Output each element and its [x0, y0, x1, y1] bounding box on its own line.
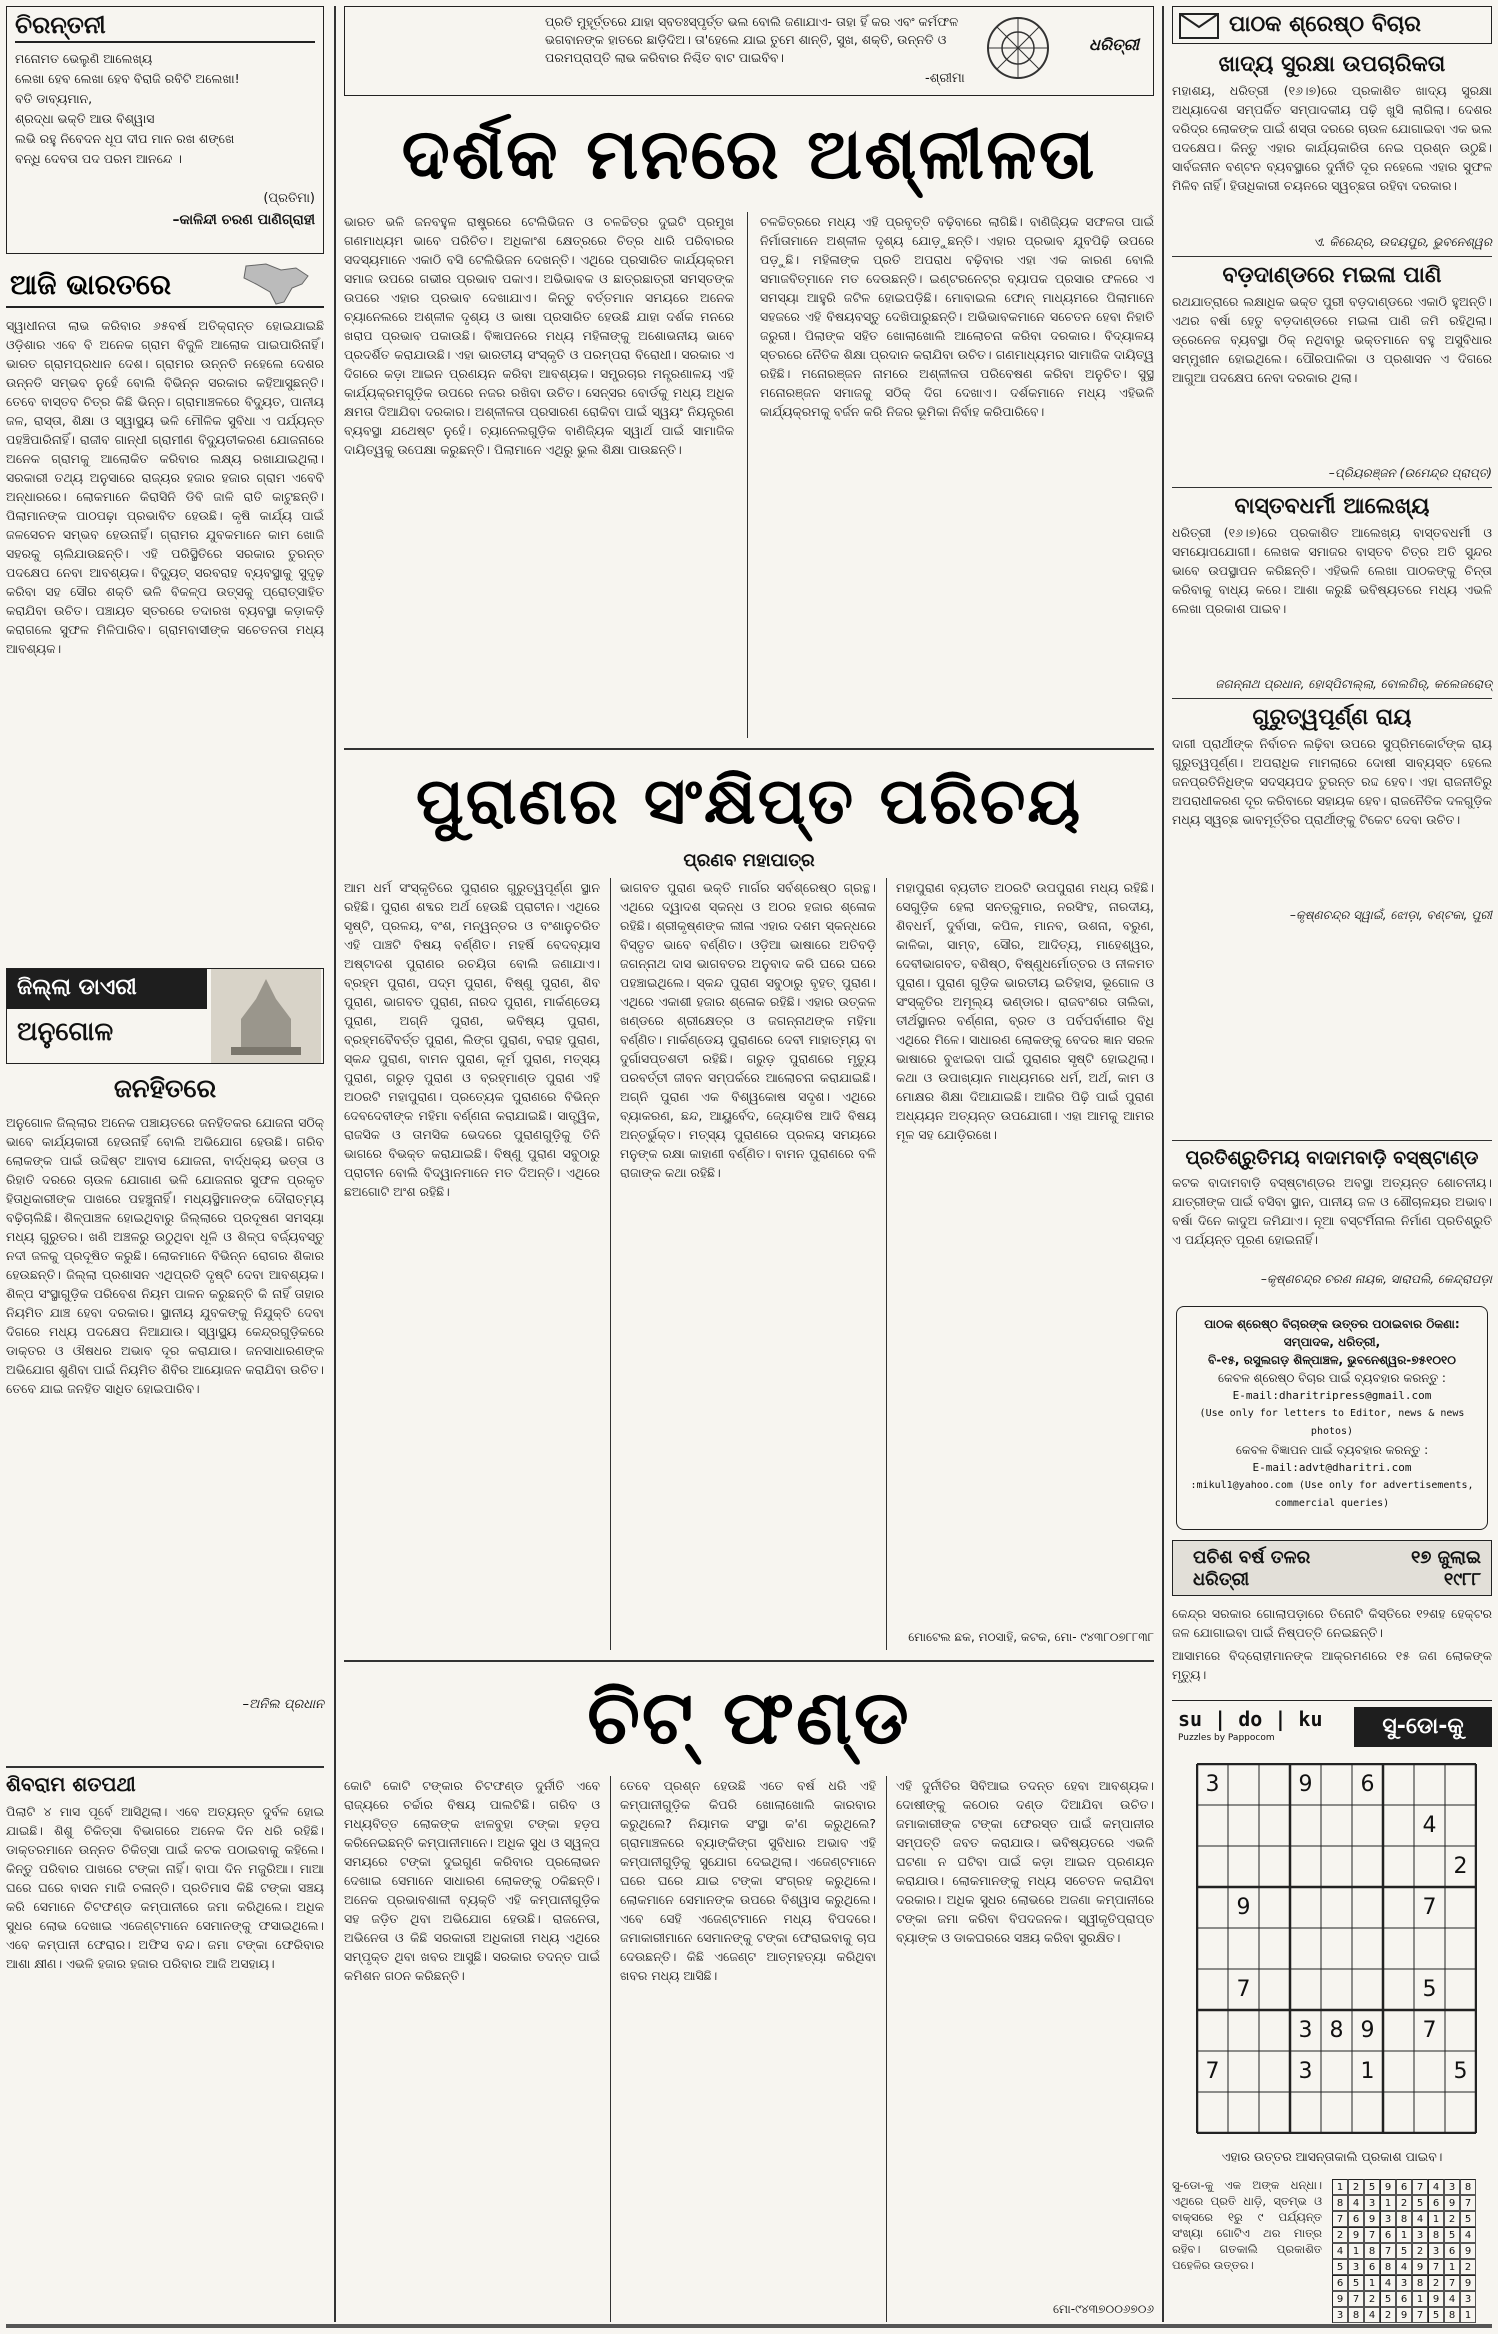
sudoku-mini-cell: 3: [1364, 2195, 1380, 2211]
chitfund-sig: ମୋ-୯୪୩୭୦୦୬୭୦୬: [1053, 2302, 1154, 2316]
sudoku-cell[interactable]: [1414, 2092, 1445, 2133]
sudoku-cell[interactable]: [1445, 2092, 1476, 2133]
address-email2: E-mail:advt@dharitri.com: [1252, 1461, 1412, 1474]
sudoku-cell[interactable]: 3: [1298, 2018, 1313, 2043]
shibaram-section: [6, 1772, 324, 2322]
jilla-diary-section: [6, 968, 324, 1758]
chirantani-source: (ପ୍ରତିମା): [263, 191, 315, 206]
sudoku-cell[interactable]: [1383, 1846, 1414, 1887]
sudoku-mini-grid: [1332, 2179, 1482, 2327]
sudoku-mini-cell: 7: [1412, 2179, 1428, 2195]
editorial-col-2: ଚଳଚ୍ଚିତ୍ରରେ ମଧ୍ୟ ଏହି ପ୍ରବୃତ୍ତି ବଢ଼ିବାରେ ଲାଗିଛି। ବାଣିଜ୍ୟିକ ସଫଳତା ପାଇଁ ନିର୍ମାତାମାନେ ଅଶ୍ଳୀଳ ଦୃଶ୍ୟ ଯୋଡ଼ୁଛନ୍ତି। ଏହାର ପ୍ରଭାବ ଯୁବପିଢ଼ି ଉପରେ ପଡ଼ୁଛି। ମହିଳାଙ୍କ ପ୍ରତି ଅପରାଧ ବଢ଼ିବାର ଏହା ଏକ କାରଣ ବୋଲି ସମାଜବିତ୍‌ମାନେ ମତ ଦେଉଛନ୍ତି। ଇଣ୍ଟରନେଟ୍‌ର ବ୍ୟାପକ ପ୍ରସାର ଫଳରେ ଏ ସମସ୍ୟା ଆହୁରି ଜଟିଳ ହୋଇପଡ଼ିଛି। ମୋବାଇଲ ଫୋନ୍ ମାଧ୍ୟମରେ ପିଲାମାନେ ସହଜରେ ଏହି ବିଷୟବସ୍ତୁ ଦେଖିପାରୁଛନ୍ତି। ଅଭିଭାବକମାନେ ସଚେତନ ହେବା ନିହାତି ଜରୁରୀ। ପିଲାଙ୍କ ସହିତ ଖୋଲାଖୋଲି ଆଲୋଚନା କରିବା ଦରକାର। ବିଦ୍ୟାଳୟ ସ୍ତରରେ ନୈତିକ ଶିକ୍ଷା ପ୍ରଦାନ କରାଯିବା ଉଚିତ। ଗଣମାଧ୍ୟମର ସାମାଜିକ ଦାୟିତ୍ୱ ରହିଛି। ମନୋରଞ୍ଜନ ନାମରେ ଅଶ୍ଳୀଳତା ପରିବେଷଣ କରିବା ଅନୁଚିତ। ସୁସ୍ଥ ମନୋରଞ୍ଜନ ସମାଜକୁ ସଠିକ୍ ଦିଗ ଦେଖାଏ। ଦର୍ଶକମାନେ ମଧ୍ୟ ଏହିଭଳି କାର୍ଯ୍ୟକ୍ରମକୁ ବର୍ଜନ କରି ନିଜର ଭୂମିକା ନିର୍ବାହ କରିପାରିବେ।: [760, 214, 1154, 419]
chirantani-line: ଶ୍ରଦ୍ଧା ଭକ୍ତି ଆଉ ବିଶ୍ୱାସ: [15, 111, 155, 126]
india-map-icon: [226, 262, 316, 306]
sudoku-mini-cell: 2: [1428, 2275, 1444, 2291]
sudoku-mini-cell: 3: [1396, 2275, 1412, 2291]
sudoku-cell[interactable]: [1383, 1764, 1414, 1805]
sudoku-cell[interactable]: [1445, 1764, 1476, 1805]
sudoku-answer-note: ଏହାର ଉତ୍ତର ଆସନ୍ତାକାଲି ପ୍ରକାଶ ପାଇବ।: [1221, 2149, 1443, 2164]
sudoku-mini-cell: 1: [1364, 2275, 1380, 2291]
sudoku-cell[interactable]: 3: [1205, 1772, 1220, 1797]
sudoku-cell[interactable]: [1228, 2092, 1259, 2133]
sudoku-cell[interactable]: [1352, 1887, 1383, 1928]
aj-bharat-section: [6, 262, 324, 950]
sudoku-cell[interactable]: 7: [1422, 1895, 1437, 1920]
chitfund-col-1: କୋଟି କୋଟି ଟଙ୍କାର ଚିଟଫଣ୍ଡ ଦୁର୍ନୀତି ଏବେ ରାଜ୍ୟରେ ଚର୍ଚ୍ଚାର ବିଷୟ ପାଲଟିଛି। ଗରିବ ଓ ମଧ୍ୟବିତ୍ତ ଲୋକଙ୍କ ଝାଳବୁହା ଟଙ୍କା ହଡ଼ପ କରିନେଇଛନ୍ତି କମ୍ପାନୀମାନେ। ଅଧିକ ସୁଧ ଓ ସ୍ୱଳ୍ପ ସମୟରେ ଟଙ୍କା ଦୁଇଗୁଣ କରିବାର ପ୍ରଲୋଭନ ଦେଖାଇ ସେମାନେ ସାଧାରଣ ଲୋକଙ୍କୁ ଠକିଛନ୍ତି। ଅନେକ ପ୍ରଭାବଶାଳୀ ବ୍ୟକ୍ତି ଏହି କମ୍ପାନୀଗୁଡ଼ିକ ସହ ଜଡ଼ିତ ଥିବା ଅଭିଯୋଗ ହେଉଛି। ରାଜନେତା, ଅଭିନେତା ଓ କିଛି ସରକାରୀ ଅଧିକାରୀ ମଧ୍ୟ ଏଥିରେ ସମ୍ପୃକ୍ତ ଥିବା ଖବର ଆସୁଛି। ସରକାର ତଦନ୍ତ ପାଇଁ କମିଶନ ଗଠନ କରିଛନ୍ତି।: [344, 1778, 600, 1983]
sudoku-mini-cell: 7: [1412, 2307, 1428, 2323]
sudoku-mini-cell: 9: [1348, 2227, 1364, 2243]
s5-author: –କୃଷ୍ଣଚନ୍ଦ୍ର ଚରଣ ନାୟକ, ସାରାପଲି, କେନ୍ଦ୍ରାପଡ଼ା: [1260, 1272, 1492, 1286]
sudoku-cell[interactable]: [1228, 1846, 1259, 1887]
s2-author: –ପ୍ରିୟରଞ୍ଜନ (ଉମେନ୍ଦ୍ର ପ୍ରାପ୍ତ): [1328, 466, 1492, 480]
sudoku-mini-cell: 8: [1396, 2211, 1412, 2227]
dharitri-logo-icon: [983, 13, 1053, 83]
sudoku-cell[interactable]: [1259, 1846, 1290, 1887]
purana-col-3: ମହାପୁରାଣ ବ୍ୟତୀତ ଅଠରଟି ଉପପୁରାଣ ମଧ୍ୟ ରହିଛି। ସେଗୁଡ଼ିକ ହେଲା ସନତ୍କୁମାର, ନରସିଂହ, ନାରଦୀୟ, ଶିବଧର୍ମ, ଦୁର୍ବାସା, କପିଳ, ମାନବ, ଉଶନା, ବରୁଣ, କାଳିକା, ସାମ୍ବ, ସୌର, ଆଦିତ୍ୟ, ମାହେଶ୍ୱର, ଦେବୀଭାଗବତ, ବଶିଷ୍ଠ, ବିଷ୍ଣୁଧର୍ମୋତ୍ତର ଓ ନୀଳମତ ପୁରାଣ। ପୁରାଣ ଗୁଡ଼ିକ ଭାରତୀୟ ଇତିହାସ, ଭୂଗୋଳ ଓ ସଂସ୍କୃତିର ଅମୂଲ୍ୟ ଭଣ୍ଡାର। ରାଜବଂଶର ତାଲିକା, ତୀର୍ଥସ୍ଥାନର ବର୍ଣ୍ଣନା, ବ୍ରତ ଓ ପର୍ବପର୍ବାଣୀର ବିଧି ଏଥିରେ ମିଳେ। ସାଧାରଣ ଲୋକଙ୍କୁ ବେଦର ଜ୍ଞାନ ସରଳ ଭାଷାରେ ବୁଝାଇବା ପାଇଁ ପୁରାଣର ସୃଷ୍ଟି ହୋଇଥିଲା। କଥା ଓ ଉପାଖ୍ୟାନ ମାଧ୍ୟମରେ ଧର୍ମ, ଅର୍ଥ, କାମ ଓ ମୋକ୍ଷର ଶିକ୍ଷା ଦିଆଯାଇଛି। ଆଜିର ପିଢ଼ି ପାଇଁ ପୁରାଣ ଅଧ୍ୟୟନ ଅତ୍ୟନ୍ତ ଉପଯୋଗୀ। ଏହା ଆମକୁ ଆମର ମୂଳ ସହ ଯୋଡ଼ିରଖେ।: [896, 880, 1154, 1142]
sudoku-mini-cell: 3: [1380, 2211, 1396, 2227]
sudoku-mini-cell: 6: [1444, 2243, 1460, 2259]
shibaram-body: ପିଲାଟି ୪ ମାସ ପୂର୍ବେ ଆସିଥିଲା। ଏବେ ଅତ୍ୟନ୍ତ ଦୁର୍ବଳ ହୋଇ ଯାଇଛି। ଶିଶୁ ଚିକିତ୍ସା ବିଭାଗରେ ଅନେକ ଦିନ ଧରି ରହିଛି। ଡାକ୍ତରମାନେ ଉନ୍ନତ ଚିକିତ୍ସା ପାଇଁ କଟକ ପଠାଇବାକୁ କହିଲେ। କିନ୍ତୁ ପରିବାର ପାଖରେ ଟଙ୍କା ନାହିଁ। ବାପା ଦିନ ମଜୁରିଆ। ମାଆ ଘରେ ଘରେ ବାସନ ମାଜି ଚଳାନ୍ତି। ପ୍ରତିମାସ କିଛି ଟଙ୍କା ସଞ୍ଚୟ କରି ସେମାନେ ଚିଟଫଣ୍ଡ କମ୍ପାନୀରେ ଜମା କରିଥିଲେ। ଅଧିକ ସୁଧର ଲୋଭ ଦେଖାଇ ଏଜେଣ୍ଟମାନେ ସେମାନଙ୍କୁ ଫସାଇଥିଲେ। ଏବେ କମ୍ପାନୀ ଫେରାର। ଅଫିସ ବନ୍ଦ। ଜମା ଟଙ୍କା ଫେରିବାର ଆଶା କ୍ଷୀଣ। ଏଭଳି ହଜାର ହଜାର ପରିବାର ଆଜି ଅସହାୟ।: [6, 1804, 324, 1971]
chitfund-col-2: ତେବେ ପ୍ରଶ୍ନ ହେଉଛି ଏତେ ବର୍ଷ ଧରି ଏହି କମ୍ପାନୀଗୁଡ଼ିକ କିପରି ଖୋଲାଖୋଲି କାରବାର କରୁଥିଲେ? ନିୟାମକ ସଂସ୍ଥା କ'ଣ କରୁଥିଲେ? ଗ୍ରାମାଞ୍ଚଳରେ ବ୍ୟାଙ୍କିଙ୍ଗ ସୁବିଧାର ଅଭାବ ଏହି କମ୍ପାନୀଗୁଡ଼ିକୁ ସୁଯୋଗ ଦେଇଥିଲା। ଏଜେଣ୍ଟମାନେ ଘରେ ଘରେ ଯାଇ ଟଙ୍କା ସଂଗ୍ରହ କରୁଥିଲେ। ଲୋକମାନେ ସେମାନଙ୍କ ଉପରେ ବିଶ୍ୱାସ କରୁଥିଲେ। ଏବେ ସେହି ଏଜେଣ୍ଟମାନେ ମଧ୍ୟ ବିପଦରେ। ଜମାକାରୀମାନେ ସେମାନଙ୍କୁ ଟଙ୍କା ଫେରାଇବାକୁ ଚାପ ଦେଉଛନ୍ତି। କିଛି ଏଜେଣ୍ଟ ଆତ୍ମହତ୍ୟା କରିଥିବା ଖବର ମଧ୍ୟ ଆସିଛି।: [620, 1778, 876, 1983]
sudoku-cell[interactable]: [1445, 1887, 1476, 1928]
sudoku-cell[interactable]: [1259, 1764, 1290, 1805]
sudoku-cell[interactable]: [1259, 1928, 1290, 1969]
sudoku-cell[interactable]: 4: [1422, 1813, 1437, 1838]
editorial-headline: ଦର୍ଶକ ମନରେ ଅଶ୍ଳୀଳତା: [401, 113, 1097, 195]
sudoku-cell[interactable]: 9: [1360, 2018, 1375, 2043]
past25-item: ଆସାମରେ ବିଦ୍ରୋହୀମାନଙ୍କ ଆକ୍ରମଣରେ ୧୫ ଜଣ ଲୋକଙ୍କ ମୃତ୍ୟୁ।: [1172, 1648, 1492, 1682]
sudoku-cell[interactable]: [1228, 2051, 1259, 2092]
sudoku-cell[interactable]: [1197, 1969, 1228, 2010]
jilla-diary-body: ଅନୁଗୋଳ ଜିଲ୍ଲାର ଅନେକ ପଞ୍ଚାୟତରେ ଜନହିତକର ଯୋଜନା ସଠିକ୍ ଭାବେ କାର୍ଯ୍ୟକାରୀ ହେଉନାହିଁ ବୋଲି ଅଭିଯୋଗ ହେଉଛି। ଗରିବ ଲୋକଙ୍କ ପାଇଁ ଉଦ୍ଦିଷ୍ଟ ଆବାସ ଯୋଜନା, ବାର୍ଦ୍ଧକ୍ୟ ଭତ୍ତା ଓ ରିହାତି ଦରରେ ଚାଉଳ ଯୋଗାଣ ଭଳି ଯୋଜନାର ସୁଫଳ ପ୍ରକୃତ ହିତାଧିକାରୀଙ୍କ ପାଖରେ ପହଞ୍ଚୁନାହିଁ। ମଧ୍ୟସ୍ଥିମାନଙ୍କ ଦୌରାତ୍ମ୍ୟ ବଢ଼ିଚାଲିଛି। ଶିଳ୍ପାଞ୍ଚଳ ହୋଇଥିବାରୁ ଜିଲ୍ଲାରେ ପ୍ରଦୂଷଣ ସମସ୍ୟା ମଧ୍ୟ ଗୁରୁତର। ଖଣି ଅଞ୍ଚଳରୁ ଉଠୁଥିବା ଧୂଳି ଓ ଶିଳ୍ପ ବର୍ଜ୍ୟବସ୍ତୁ ନଦୀ ଜଳକୁ ପ୍ରଦୂଷିତ କରୁଛି। ଲୋକମାନେ ବିଭିନ୍ନ ରୋଗର ଶିକାର ହେଉଛନ୍ତି। ଜିଲ୍ଲା ପ୍ରଶାସନ ଏଥିପ୍ରତି ଦୃଷ୍ଟି ଦେବା ଆବଶ୍ୟକ। ଶିଳ୍ପ ସଂସ୍ଥାଗୁଡ଼ିକ ପରିବେଶ ନିୟମ ପାଳନ କରୁଛନ୍ତି କି ନାହିଁ ତାହାର ନିୟମିତ ଯାଞ୍ଚ ହେବା ଦରକାର। ସ୍ଥାନୀୟ ଯୁବକଙ୍କୁ ନିଯୁକ୍ତି ଦେବା ଦିଗରେ ମଧ୍ୟ ପଦକ୍ଷେପ ନିଆଯାଉ। ସ୍ୱାସ୍ଥ୍ୟ କେନ୍ଦ୍ରଗୁଡ଼ିକରେ ଡାକ୍ତର ଓ ଔଷଧର ଅଭାବ ଦୂର କରାଯାଉ। ଜନସାଧାରଣଙ୍କ ଅଭିଯୋଗ ଶୁଣିବା ପାଇଁ ନିୟମିତ ଶିବିର ଆୟୋଜନ କରାଯିବା ଉଚିତ। ତେବେ ଯାଇ ଜନହିତ ସାଧିତ ହୋଇପାରିବ।: [6, 1115, 324, 1396]
sudoku-mini-cell: 2: [1364, 2291, 1380, 2307]
address-line3: ବି-୧୫, ରସୁଲଗଡ଼ ଶିଳ୍ପାଞ୍ଚଳ, ଭୁବନେଶ୍ୱର-୭୫୧୦୧୦: [1208, 1353, 1456, 1367]
sudoku-cell[interactable]: [1383, 2010, 1414, 2051]
sudoku-cell[interactable]: [1445, 1805, 1476, 1846]
sudoku-mini-cell: 8: [1412, 2275, 1428, 2291]
s5-title: ପ୍ରତିଶ୍ରୁତିମୟ ବାଦାମବାଡ଼ି ବସ୍‌ଷ୍ଟାଣ୍ଡ: [1185, 1147, 1479, 1169]
sudoku-cell[interactable]: [1197, 1846, 1228, 1887]
sudoku-cell[interactable]: [1290, 2092, 1321, 2133]
chirantani-box: [6, 6, 324, 254]
sudoku-cell[interactable]: [1352, 1928, 1383, 1969]
reader-views-content: [1172, 52, 1492, 1132]
sudoku-mini-cell: 1: [1396, 2227, 1412, 2243]
sudoku-mini-cell: 8: [1364, 2243, 1380, 2259]
sudoku-cell[interactable]: [1259, 2092, 1290, 2133]
sudoku-cell[interactable]: [1321, 2051, 1352, 2092]
sudoku-mini-cell: 3: [1460, 2291, 1476, 2307]
quote-text: ପ୍ରତି ମୁହୂର୍ତ୍ତରେ ଯାହା ସ୍ବତଃସ୍ପୃର୍ତ୍ତ ଭଲ ବୋଲି ଜଣାଯାଏ- ତାହା ହିଁ କର ଏବଂ କର୍ମଫଳ ଭଗବାନଙ୍କ ହାତରେ ଛାଡ଼ିଦିଅ। ତା'ହେଲେ ଯାଇ ତୁମେ ଶାନ୍ତି, ସୁଖ, ଶକ୍ତି, ଉନ୍ନତି ଓ ପରମପ୍ରାପ୍ତି ଲାଭ କରିବାର ନିଶ୍ଚିତ ବାଟ ପାଇବିବ।: [545, 14, 959, 65]
shibaram-title: ଶିବରାମ ଶତପଥୀ: [6, 1772, 136, 1796]
sudoku-mini-cell: 8: [1460, 2179, 1476, 2195]
sudoku-mini-cell: 4: [1444, 2291, 1460, 2307]
sudoku-cell[interactable]: [1290, 1846, 1321, 1887]
sudoku-mini-cell: 6: [1396, 2291, 1412, 2307]
sudoku-mini-cell: 6: [1428, 2195, 1444, 2211]
chirantani-line: ମନୋମତ ଭେଲୁଣି ଆଲେଖ୍ୟ: [15, 51, 153, 66]
sudoku-mini-cell: 7: [1332, 2211, 1348, 2227]
reader-views-title: ପାଠକ ଶ୍ରେଷ୍ଠ ବିଚାର: [1229, 12, 1421, 37]
sudoku-cell[interactable]: [1290, 1805, 1321, 1846]
sudoku-cell[interactable]: [1197, 1805, 1228, 1846]
sudoku-mini-cell: 4: [1460, 2227, 1476, 2243]
sudoku-mini-cell: 4: [1364, 2307, 1380, 2323]
s1-author: ଏ. କିରେନ୍ଦ୍ର, ଉଦୟପୁର, ଭୁବନେଶ୍ୱର: [1313, 235, 1492, 249]
address-email1-note: (Use only for letters to Editor, news & news photos): [1199, 1408, 1465, 1437]
s4-author: –କୃଷ୍ଣଚନ୍ଦ୍ର ସ୍ୱାଇଁ, ଝୋଡ଼ା, ବଣ୍ଟକା, ପୁରୀ: [1289, 908, 1492, 922]
chirantani-author: –କାଳିନ୍ଦୀ ଚରଣ ପାଣିଗ୍ରାହୀ: [172, 212, 315, 228]
sudoku-mini-cell: 4: [1412, 2211, 1428, 2227]
past25-date: ୧୭ ଜୁଲାଇ ୧୯୮୮: [1410, 1547, 1481, 1590]
sudoku-mini-cell: 5: [1348, 2275, 1364, 2291]
sudoku-cell[interactable]: [1259, 1805, 1290, 1846]
sudoku-cell[interactable]: [1197, 1928, 1228, 1969]
s5-body: କଟକ ବାଦାମବାଡ଼ି ବସ୍‌ଷ୍ଟାଣ୍ଡର ଅବସ୍ଥା ଅତ୍ୟନ୍ତ ଶୋଚନୀୟ। ଯାତ୍ରୀଙ୍କ ପାଇଁ ବସିବା ସ୍ଥାନ, ପାନୀୟ ଜଳ ଓ ଶୌଚାଳୟର ଅଭାବ। ବର୍ଷା ଦିନେ କାଦୁଅ ଜମିଯାଏ। ନୂଆ ବସ୍‌ଟର୍ମିନାଲ ନିର୍ମାଣ ପ୍ରତିଶ୍ରୁତି ଏ ପର୍ଯ୍ୟନ୍ତ ପୂରଣ ହୋଇନାହିଁ।: [1172, 1175, 1492, 1247]
s5-section: [1172, 1140, 1492, 1300]
sudoku-mini-cell: 5: [1396, 2243, 1412, 2259]
sudoku-cell[interactable]: [1445, 2010, 1476, 2051]
sudoku-cell[interactable]: [1290, 1969, 1321, 2010]
sudoku-logo-sub: Puzzles by Pappocom: [1178, 1733, 1275, 1743]
chitfund-headline: ଚିଟ୍ ଫଣ୍ଡ: [587, 1675, 911, 1761]
sudoku-mini-cell: 1: [1460, 2307, 1476, 2323]
sudoku-mini-cell: 6: [1380, 2227, 1396, 2243]
sudoku-mini-cell: 5: [1332, 2259, 1348, 2275]
sudoku-cell[interactable]: [1228, 1928, 1259, 1969]
s1-body: ମହାଶୟ, ଧରିତ୍ରୀ (୧୬।୭)ରେ ପ୍ରକାଶିତ ଖାଦ୍ୟ ସୁରକ୍ଷା ଅଧ୍ୟାଦେଶ ସମ୍ପର୍କିତ ସମ୍ପାଦକୀୟ ପଢ଼ି ଖୁସି ଲାଗିଲା। ଦେଶର ଦରିଦ୍ର ଲୋକଙ୍କ ପାଇଁ ଶସ୍ତା ଦରରେ ଚାଉଳ ଯୋଗାଇବା ଏକ ଭଲ ପଦକ୍ଷେପ। କିନ୍ତୁ ଏହାର କାର୍ଯ୍ୟକାରିତା ନେଇ ପ୍ରଶ୍ନ ଉଠୁଛି। ସାର୍ବଜନୀନ ବଣ୍ଟନ ବ୍ୟବସ୍ଥାରେ ଦୁର୍ନୀତି ଦୂର ନହେଲେ ଏହାର ସୁଫଳ ମିଳିବ ନାହିଁ। ହିତାଧିକାରୀ ଚୟନରେ ସ୍ୱଚ୍ଛତା ରହିବା ଦରକାର।: [1172, 83, 1492, 193]
sudoku-cell[interactable]: [1383, 1887, 1414, 1928]
sudoku-cell[interactable]: [1414, 2051, 1445, 2092]
sudoku-cell[interactable]: 5: [1453, 2059, 1468, 2084]
address-line1: ପାଠକ ଶ୍ରେଷ୍ଠ ବିଚାରଙ୍କ ଉତ୍ତର ପଠାଇବାର ଠିକଣା:: [1204, 1317, 1460, 1331]
sudoku-mini-cell: 1: [1348, 2243, 1364, 2259]
sudoku-mini-cell: 4: [1332, 2243, 1348, 2259]
jilla-diary-label: ଜିଲ୍ଲା ଡାଏରୀ: [7, 969, 207, 1009]
address-line2: ସମ୍ପାଦକ, ଧରିତ୍ରୀ,: [1283, 1335, 1381, 1349]
jilla-diary-title: ଜନହିତରେ: [113, 1074, 217, 1104]
sudoku-mini-cell: 7: [1364, 2227, 1380, 2243]
chirantani-line: ବନ୍ଧି ଦେବତା ପଦ ପରମ ଆନନ୍ଦେ ।: [15, 151, 182, 166]
chirantani-title: ଚିରନ୍ତନୀ: [15, 11, 315, 43]
sudoku-cell[interactable]: [1383, 1928, 1414, 1969]
chitfund-col-3: ଏହି ଦୁର୍ନୀତିର ସିବିଆଇ ତଦନ୍ତ ହେବା ଆବଶ୍ୟକ। ଦୋଷୀଙ୍କୁ କଠୋର ଦଣ୍ଡ ଦିଆଯିବା ଉଚିତ। ଜମାକାରୀଙ୍କ ଟଙ୍କା ଫେରସ୍ତ ପାଇଁ କମ୍ପାନୀର ସମ୍ପତ୍ତି ଜବତ କରାଯାଉ। ଭବିଷ୍ୟତରେ ଏଭଳି ଘଟଣା ନ ଘଟିବା ପାଇଁ କଡ଼ା ଆଇନ ପ୍ରଣୟନ କରାଯାଉ। ଲୋକମାନଙ୍କୁ ମଧ୍ୟ ସଚେତନ କରାଯିବା ଦରକାର। ଅଧିକ ସୁଧର ଲୋଭରେ ଅଜଣା କମ୍ପାନୀରେ ଟଙ୍କା ଜମା କରିବା ବିପଦଜନକ। ସ୍ୱୀକୃତିପ୍ରାପ୍ତ ବ୍ୟାଙ୍କ ଓ ଡାକଘରରେ ସଞ୍ଚୟ କରିବା ସୁରକ୍ଷିତ।: [896, 1778, 1154, 1945]
sudoku-title: ସୁ-ଡୋ-କୁ: [1354, 1707, 1492, 1747]
address-email1: E-mail:dharitripress@gmail.com: [1232, 1389, 1432, 1402]
sudoku-mini-cell: 7: [1460, 2195, 1476, 2211]
sudoku-mini-cell: 1: [1380, 2195, 1396, 2211]
sudoku-mini-cell: 2: [1444, 2211, 1460, 2227]
temple-photo: [211, 969, 321, 1063]
sudoku-mini-cell: 4: [1380, 2275, 1396, 2291]
sudoku-cell[interactable]: [1228, 1764, 1259, 1805]
s1-title: ଖାଦ୍ୟ ସୁରକ୍ଷା ଉପଚାରିକତା: [1218, 52, 1446, 77]
sudoku-cell[interactable]: [1414, 1764, 1445, 1805]
past25-item: କେନ୍ଦ୍ର ସରକାର ଗୋଲାପଡ଼ାରେ ତିନୋଟି କିସ୍ତିରେ ୧୨ଶହ ହେକ୍ଟର ଜଳ ଯୋଗାଇବା ପାଇଁ ନିଷ୍ପତ୍ତି ନେଇଛନ୍ତି।: [1172, 1606, 1492, 1640]
sudoku-cell[interactable]: [1383, 1969, 1414, 2010]
sudoku-mini-cell: 1: [1428, 2211, 1444, 2227]
sudoku-cell[interactable]: 7: [1236, 1977, 1251, 2002]
sudoku-cell[interactable]: 9: [1236, 1895, 1251, 1920]
past25-label: ପଚିଶ ବର୍ଷ ତଳର ଧରିତ୍ରୀ: [1193, 1547, 1311, 1590]
sudoku-mini-cell: 9: [1364, 2211, 1380, 2227]
sudoku-cell[interactable]: 7: [1205, 2059, 1220, 2084]
chirantani-line: ଲେଖା ହେବ ଲେଖା ହେବ ବିରାଜି ରବିଟି ଅଲେଖା!: [15, 71, 240, 86]
sudoku-mini-cell: 9: [1412, 2259, 1428, 2275]
jilla-diary-district: ଅନୁଗୋଳ: [17, 1017, 114, 1047]
sudoku-cell[interactable]: 6: [1360, 1772, 1375, 1797]
sudoku-cell[interactable]: [1352, 1969, 1383, 2010]
reader-views-banner: [1172, 6, 1492, 44]
quote-box: [344, 6, 1154, 96]
sudoku-mini-cell: 8: [1332, 2195, 1348, 2211]
sudoku-cell[interactable]: [1197, 2010, 1228, 2051]
sudoku-mini-cell: 9: [1428, 2291, 1444, 2307]
sudoku-grid: [1196, 1763, 1476, 2133]
purana-address: ମୋଟେଲ ଛକ, ମଠସାହି, କଟକ, ମୋ- ୯୪୩୮୦୭୮୮୩୮: [908, 1630, 1154, 1644]
sudoku-cell[interactable]: 2: [1453, 1854, 1468, 1879]
sudoku-mini-cell: 3: [1412, 2227, 1428, 2243]
aj-bharat-title: ଆଜି ଭାରତରେ: [10, 268, 172, 301]
sudoku-cell[interactable]: [1352, 1805, 1383, 1846]
sudoku-cell[interactable]: 7: [1422, 2018, 1437, 2043]
s2-title: ବଡ଼ଦାଣ୍ଡରେ ମଇଳା ପାଣି: [1222, 263, 1442, 288]
address-email3: :mikul1@yahoo.com (Use only for advertisements, commercial queries): [1190, 1480, 1474, 1509]
envelope-icon: [1179, 13, 1219, 39]
sudoku-mini-cell: 2: [1348, 2179, 1364, 2195]
sudoku-mini-cell: 1: [1444, 2259, 1460, 2275]
sudoku-mini-cell: 3: [1348, 2259, 1364, 2275]
sudoku-mini-cell: 1: [1412, 2291, 1428, 2307]
sudoku-mini-cell: 5: [1412, 2195, 1428, 2211]
sudoku-cell[interactable]: [1352, 2092, 1383, 2133]
sudoku-mini-cell: 7: [1444, 2275, 1460, 2291]
sudoku-mini-cell: 3: [1428, 2243, 1444, 2259]
past25-banner: [1172, 1540, 1492, 1596]
sudoku-logo: su | do | ku: [1178, 1707, 1323, 1731]
sudoku-mini-cell: 3: [1332, 2307, 1348, 2323]
sudoku-mini-cell: 7: [1380, 2243, 1396, 2259]
s3-title: ବାସ୍ତବଧର୍ମୀ ଆଲେଖ୍ୟ: [1234, 494, 1430, 519]
sudoku-mini-cell: 5: [1380, 2291, 1396, 2307]
sudoku-mini-cell: 7: [1348, 2291, 1364, 2307]
sudoku-cell[interactable]: [1259, 2010, 1290, 2051]
purana-author: ପ୍ରଣବ ମହାପାତ୍ର: [683, 850, 815, 871]
sudoku-mini-cell: 6: [1364, 2259, 1380, 2275]
sudoku-mini-cell: 5: [1444, 2227, 1460, 2243]
sudoku-cell[interactable]: [1321, 1846, 1352, 1887]
sudoku-mini-cell: 4: [1348, 2195, 1364, 2211]
past25-items: [1172, 1604, 1492, 1694]
address-line4: କେବଳ ଶ୍ରେଷ୍ଠ ବିଚାର ପାଇଁ ବ୍ୟବହାର କରନ୍ତୁ :: [1218, 1371, 1446, 1385]
sudoku-mini-cell: 5: [1428, 2307, 1444, 2323]
aj-bharat-body: ସ୍ୱାଧୀନତା ଲାଭ କରିବାର ୬୫ବର୍ଷ ଅତିକ୍ରାନ୍ତ ହୋଇଯାଇଛି ଓଡ଼ିଶାର ଏବେ ବି ଅନେକ ଗ୍ରାମ ବିଜୁଳି ଆଲୋକ ପାଇପାରିନାହିଁ। ଭାରତ ଗ୍ରାମପ୍ରଧାନ ଦେଶ। ଗ୍ରାମର ଉନ୍ନତି ନହେଲେ ଦେଶର ଉନ୍ନତି ସମ୍ଭବ ନୁହେଁ ବୋଲି ବିଭିନ୍ନ ସରକାର କହିଆସୁଛନ୍ତି। ତେବେ ବାସ୍ତବ ଚିତ୍ର କିଛି ଭିନ୍ନ। ଗ୍ରାମାଞ୍ଚଳରେ ବିଦ୍ୟୁତ, ପାନୀୟ ଜଳ, ରାସ୍ତା, ଶିକ୍ଷା ଓ ସ୍ୱାସ୍ଥ୍ୟ ଭଳି ମୌଳିକ ସୁବିଧା ଏ ପର୍ଯ୍ୟନ୍ତ ପହଞ୍ଚିପାରିନାହିଁ। ରାଜୀବ ଗାନ୍ଧୀ ଗ୍ରାମୀଣ ବିଦ୍ୟୁତୀକରଣ ଯୋଜନାରେ ଅନେକ ଗ୍ରାମକୁ ଆଲୋକିତ କରିବାର ଲକ୍ଷ୍ୟ ରଖାଯାଇଥିଲା। ସରକାରୀ ତଥ୍ୟ ଅନୁସାରେ ରାଜ୍ୟର ହଜାର ହଜାର ଗ୍ରାମ ଏବେବି ଅନ୍ଧାରରେ। ଲୋକମାନେ କିରାସିନି ଡିବି ଜାଳି ରାତି କାଟୁଛନ୍ତି। ପିଲାମାନଙ୍କ ପାଠପଢ଼ା ପ୍ରଭାବିତ ହେଉଛି। କୃଷି କାର୍ଯ୍ୟ ପାଇଁ ଜଳସେଚନ ସମ୍ଭବ ହେଉନାହିଁ। ଗ୍ରାମର ଯୁବକମାନେ କାମ ଖୋଜି ସହରକୁ ଚାଲିଯାଉଛନ୍ତି। ଏହି ପରିସ୍ଥିତିରେ ସରକାର ତୁରନ୍ତ ପଦକ୍ଷେପ ନେବା ଆବଶ୍ୟକ। ବିଦ୍ୟୁତ୍ ସରବରାହ ବ୍ୟବସ୍ଥାକୁ ସୁଦୃଢ଼ କରିବା ସହ ସୌର ଶକ୍ତି ଭଳି ବିକଳ୍ପ ଉତ୍ସକୁ ପ୍ରୋତ୍ସାହିତ କରାଯିବା ଉଚିତ। ପଞ୍ଚାୟତ ସ୍ତରରେ ତଦାରଖ ବ୍ୟବସ୍ଥା କଡ଼ାକଡ଼ି କରାଗଲେ ସୁଫଳ ମିଳିପାରିବ। ଗ୍ରାମବାସୀଙ୍କ ସଚେତନତା ମଧ୍ୟ ଆବଶ୍ୟକ।: [6, 318, 324, 656]
sudoku-cell[interactable]: [1259, 1969, 1290, 2010]
sudoku-cell[interactable]: 8: [1329, 2018, 1344, 2043]
sudoku-cell[interactable]: [1321, 1969, 1352, 2010]
quote-author: -ଶ୍ରୀମା: [925, 71, 965, 86]
sudoku-mini-cell: 4: [1396, 2259, 1412, 2275]
jilla-diary-banner: [6, 968, 324, 1064]
sudoku-mini-cell: 6: [1332, 2275, 1348, 2291]
sudoku-mini-cell: 4: [1428, 2179, 1444, 2195]
sudoku-header: [1172, 1701, 1492, 1757]
sudoku-cell[interactable]: [1197, 2092, 1228, 2133]
sudoku-cell[interactable]: [1321, 1764, 1352, 1805]
s3-body: ଧରିତ୍ରୀ (୧୬।୭)ରେ ପ୍ରକାଶିତ ଆଲେଖ୍ୟ ବାସ୍ତବଧର୍ମୀ ଓ ସମୟୋପଯୋଗୀ। ଲେଖକ ସମାଜର ବାସ୍ତବ ଚିତ୍ର ଅତି ସୁନ୍ଦର ଭାବେ ଉପସ୍ଥାପନ କରିଛନ୍ତି। ଏହିଭଳି ଲେଖା ପାଠକଙ୍କୁ ଚିନ୍ତା କରିବାକୁ ବାଧ୍ୟ କରେ। ଆଶା କରୁଛି ଭବିଷ୍ୟତରେ ମଧ୍ୟ ଏଭଳି ଲେଖା ପ୍ରକାଶ ପାଇବ।: [1172, 525, 1492, 616]
sudoku-mini-cell: 9: [1380, 2179, 1396, 2195]
sudoku-rules: ସୁ-ଡୋ-କୁ ଏକ ଅଙ୍କ ଧନ୍ଧା। ଏଥିରେ ପ୍ରତି ଧାଡ଼ି, ସ୍ତମ୍ଭ ଓ ବାକ୍ସରେ ୧ରୁ ୯ ପର୍ଯ୍ୟନ୍ତ ସଂଖ୍ୟା ଗୋଟିଏ ଥର ମାତ୍ର ରହିବ। ଗତକାଲି ପ୍ରକାଶିତ ପହେଳିର ଉତ୍ତର।: [1172, 2178, 1322, 2272]
sudoku-mini-cell: 5: [1364, 2179, 1380, 2195]
sudoku-cell[interactable]: [1321, 1887, 1352, 1928]
sudoku-cell[interactable]: [1321, 1928, 1352, 1969]
address-line5: କେବଳ ବିଜ୍ଞାପନ ପାଇଁ ବ୍ୟବହାର କରନ୍ତୁ :: [1235, 1443, 1429, 1457]
address-box: [1176, 1306, 1488, 1530]
sudoku-mini-cell: 9: [1332, 2291, 1348, 2307]
sudoku-cell[interactable]: [1445, 1928, 1476, 1969]
s3-author: ଜଗନ୍ନାଥ ପ୍ରଧାନ, ହୋସ୍ପିଟାଲ୍ଲା, ବୋଲଗିର୍, କଲେଜରୋଡ୍: [1215, 677, 1492, 691]
sudoku-cell[interactable]: 1: [1360, 2059, 1375, 2084]
sudoku-cell[interactable]: 3: [1298, 2059, 1313, 2084]
sudoku-mini-cell: 8: [1428, 2227, 1444, 2243]
sudoku-cell[interactable]: [1290, 1887, 1321, 1928]
sudoku-cell[interactable]: 9: [1298, 1772, 1313, 1797]
sudoku-cell[interactable]: [1290, 1928, 1321, 1969]
sudoku-cell[interactable]: [1383, 2092, 1414, 2133]
purana-col-1: ଆମ ଧର୍ମ ସଂସ୍କୃତିରେ ପୁରାଣର ଗୁରୁତ୍ୱପୂର୍ଣ୍ଣ ସ୍ଥାନ ରହିଛି। ପୁରାଣ ଶବ୍ଦର ଅର୍ଥ ହେଉଛି ପ୍ରାଚୀନ। ଏଥିରେ ସୃଷ୍ଟି, ପ୍ରଳୟ, ବଂଶ, ମନ୍ୱନ୍ତର ଓ ବଂଶାନୁଚରିତ ଏହି ପାଞ୍ଚଟି ବିଷୟ ବର୍ଣ୍ଣିତ। ମହର୍ଷି ବେଦବ୍ୟାସ ଅଷ୍ଟାଦଶ ପୁରାଣର ରଚୟିତା ବୋଲି ଜଣାଯାଏ। ବ୍ରହ୍ମ ପୁରାଣ, ପଦ୍ମ ପୁରାଣ, ବିଷ୍ଣୁ ପୁରାଣ, ଶିବ ପୁରାଣ, ଭାଗବତ ପୁରାଣ, ନାରଦ ପୁରାଣ, ମାର୍କଣ୍ଡେୟ ପୁରାଣ, ଅଗ୍ନି ପୁରାଣ, ଭବିଷ୍ୟ ପୁରାଣ, ବ୍ରହ୍ମବୈବର୍ତ୍ତ ପୁରାଣ, ଲିଙ୍ଗ ପୁରାଣ, ବରାହ ପୁରାଣ, ସ୍କନ୍ଦ ପୁରାଣ, ବାମନ ପୁରାଣ, କୂର୍ମ ପୁରାଣ, ମତ୍ସ୍ୟ ପୁରାଣ, ଗରୁଡ଼ ପୁରାଣ ଓ ବ୍ରହ୍ମାଣ୍ଡ ପୁରାଣ ଏହି ଅଠରଟି ମହାପୁରାଣ। ପ୍ରତ୍ୟେକ ପୁରାଣରେ ବିଭିନ୍ନ ଦେବଦେବୀଙ୍କ ମହିମା ବର୍ଣ୍ଣନା କରାଯାଇଛି। ସାତ୍ତ୍ୱିକ, ରାଜସିକ ଓ ତାମସିକ ଭେଦରେ ପୁରାଣଗୁଡ଼ିକୁ ତିନି ଭାଗରେ ବିଭକ୍ତ କରାଯାଇଛି। ବିଷ୍ଣୁ ପୁରାଣ ସବୁଠାରୁ ପ୍ରାଚୀନ ବୋଲି ବିଦ୍ୱାନମାନେ ମତ ଦିଅନ୍ତି। ଏଥିରେ ଛଅଗୋଟି ଅଂଶ ରହିଛି।: [344, 880, 600, 1199]
sudoku-cell[interactable]: [1414, 1928, 1445, 1969]
sudoku-cell[interactable]: [1383, 1805, 1414, 1846]
sudoku-mini-cell: 7: [1428, 2259, 1444, 2275]
sudoku-cell[interactable]: [1321, 2092, 1352, 2133]
sudoku-cell[interactable]: [1259, 1887, 1290, 1928]
sudoku-mini-cell: 8: [1348, 2307, 1364, 2323]
sudoku-mini-cell: 1: [1332, 2179, 1348, 2195]
sudoku-mini-cell: 3: [1444, 2179, 1460, 2195]
sudoku-cell[interactable]: [1228, 2010, 1259, 2051]
sudoku-mini-cell: 2: [1332, 2227, 1348, 2243]
sudoku-cell[interactable]: [1414, 1846, 1445, 1887]
chirantani-line: ବତି ଡାବ୍ୟମାନ,: [15, 91, 93, 106]
sudoku-cell[interactable]: [1259, 2051, 1290, 2092]
sudoku-section: [1172, 1700, 1492, 2320]
sudoku-cell[interactable]: [1197, 1887, 1228, 1928]
sudoku-mini-cell: 5: [1460, 2211, 1476, 2227]
purana-col-2: ଭାଗବତ ପୁରାଣ ଭକ୍ତି ମାର୍ଗର ସର୍ବଶ୍ରେଷ୍ଠ ଗ୍ରନ୍ଥ। ଏଥିରେ ଦ୍ୱାଦଶ ସ୍କନ୍ଧ ଓ ଅଠର ହଜାର ଶ୍ଳୋକ ରହିଛି। ଶ୍ରୀକୃଷ୍ଣଙ୍କ ଲୀଳା ଏହାର ଦଶମ ସ୍କନ୍ଧରେ ବିସ୍ତୃତ ଭାବେ ବର୍ଣ୍ଣିତ। ଓଡ଼ିଆ ଭାଷାରେ ଅତିବଡ଼ି ଜଗନ୍ନାଥ ଦାସ ଭାଗବତର ଅନୁବାଦ କରି ଘରେ ଘରେ ପହଞ୍ଚାଇଥିଲେ। ସ୍କନ୍ଦ ପୁରାଣ ସବୁଠାରୁ ବୃହତ୍ ପୁରାଣ। ଏଥିରେ ଏକାଶୀ ହଜାର ଶ୍ଳୋକ ରହିଛି। ଏହାର ଉତ୍କଳ ଖଣ୍ଡରେ ଶ୍ରୀକ୍ଷେତ୍ର ଓ ଜଗନ୍ନାଥଙ୍କ ମହିମା ବର୍ଣ୍ଣିତ। ମାର୍କଣ୍ଡେୟ ପୁରାଣରେ ଦେବୀ ମାହାତ୍ମ୍ୟ ବା ଦୁର୍ଗାସପ୍ତଶତୀ ରହିଛି। ଗରୁଡ଼ ପୁରାଣରେ ମୃତ୍ୟୁ ପରବର୍ତ୍ତୀ ଜୀବନ ସମ୍ପର୍କରେ ଆଲୋଚନା କରାଯାଇଛି। ଅଗ୍ନି ପୁରାଣ ଏକ ବିଶ୍ୱକୋଷ ସଦୃଶ। ଏଥିରେ ବ୍ୟାକରଣ, ଛନ୍ଦ, ଆୟୁର୍ବେଦ, ଜ୍ୟୋତିଷ ଆଦି ବିଷୟ ଅନ୍ତର୍ଭୁକ୍ତ। ମତ୍ସ୍ୟ ପୁରାଣରେ ପ୍ରଳୟ ସମୟରେ ମନୁଙ୍କ ରକ୍ଷା କାହାଣୀ ବର୍ଣ୍ଣିତ। ବାମନ ପୁରାଣରେ ବଳି ରାଜାଙ୍କ କଥା ରହିଛି।: [620, 880, 876, 1180]
aj-bharat-banner: [6, 262, 324, 308]
sudoku-cell[interactable]: [1383, 2051, 1414, 2092]
sudoku-cell[interactable]: [1352, 1846, 1383, 1887]
sudoku-mini-cell: 6: [1396, 2179, 1412, 2195]
sudoku-mini-cell: 9: [1444, 2195, 1460, 2211]
sudoku-mini-cell: 2: [1396, 2195, 1412, 2211]
s4-body: ଦାଗୀ ପ୍ରାର୍ଥୀଙ୍କ ନିର୍ବାଚନ ଲଢ଼ିବା ଉପରେ ସୁପ୍ରିମକୋର୍ଟଙ୍କ ରାୟ ଗୁରୁତ୍ୱପୂର୍ଣ୍ଣ। ଅପରାଧିକ ମାମଲାରେ ଦୋଷୀ ସାବ୍ୟସ୍ତ ହେଲେ ଜନପ୍ରତିନିଧିଙ୍କ ସଦସ୍ୟପଦ ତୁରନ୍ତ ରଦ୍ଦ ହେବ। ଏହା ରାଜନୀତିରୁ ଅପରାଧୀକରଣ ଦୂର କରିବାରେ ସହାୟକ ହେବ। ରାଜନୈତିକ ଦଳଗୁଡ଼ିକ ମଧ୍ୟ ସ୍ୱଚ୍ଛ ଭାବମୂର୍ତ୍ତିର ପ୍ରାର୍ଥୀଙ୍କୁ ଟିକେଟ ଦେବା ଉଚିତ।: [1172, 736, 1492, 827]
sudoku-mini-cell: 9: [1460, 2243, 1476, 2259]
sudoku-cell[interactable]: 5: [1422, 1977, 1437, 2002]
sudoku-cell[interactable]: [1445, 1969, 1476, 2010]
sudoku-cell[interactable]: [1228, 1805, 1259, 1846]
s2-body: ରଥଯାତ୍ରାରେ ଲକ୍ଷାଧିକ ଭକ୍ତ ପୁରୀ ବଡ଼ଦାଣ୍ଡରେ ଏକାଠି ହୁଅନ୍ତି। ଏଥର ବର୍ଷା ହେତୁ ବଡ଼ଦାଣ୍ଡରେ ମଇଳା ପାଣି ଜମି ରହିଥିଲା। ଡ୍ରେନେଜ ବ୍ୟବସ୍ଥା ଠିକ୍ ନଥିବାରୁ ଭକ୍ତମାନେ ବହୁ ଅସୁବିଧାର ସମ୍ମୁଖୀନ ହୋଇଥିଲେ। ପୌରପାଳିକା ଓ ପ୍ରଶାସନ ଏ ଦିଗରେ ଆଗୁଆ ପଦକ୍ଷେପ ନେବା ଦରକାର ଥିଲା।: [1172, 294, 1492, 385]
sudoku-mini-cell: 9: [1396, 2307, 1412, 2323]
sudoku-mini-cell: 2: [1412, 2243, 1428, 2259]
sudoku-mini-cell: 2: [1460, 2259, 1476, 2275]
sudoku-cell[interactable]: [1321, 1805, 1352, 1846]
sudoku-mini-cell: 6: [1348, 2211, 1364, 2227]
sudoku-mini-cell: 8: [1444, 2307, 1460, 2323]
sudoku-mini-cell: 9: [1460, 2275, 1476, 2291]
purana-headline: ପୁରାଣର ସଂକ୍ଷିପ୍ତ ପରିଚୟ: [415, 765, 1083, 839]
s4-title: ଗୁରୁତ୍ୱପୂର୍ଣ୍ଣ ରାୟ: [1252, 705, 1412, 730]
chirantani-line: ଲଭି ରହୁ ନିବେଦନ ଧୂପ ଦୀପ ମାନ ରଖ ଶଙ୍ଖେ: [15, 131, 235, 146]
editorial-col-1: ଭାରତ ଭଳି ଜନବହୁଳ ରାଷ୍ଟ୍ରରେ ଟେଲିଭିଜନ ଓ ଚଳଚ୍ଚିତ୍ର ଦୁଇଟି ପ୍ରମୁଖ ଗଣମାଧ୍ୟମ ଭାବେ ପରିଚିତ। ଅଧିକାଂଶ କ୍ଷେତ୍ରରେ ଚିତ୍ର ଧାରି ପରିବାରର ସଦସ୍ୟମାନେ ଏକାଠି ବସି ଟେଲିଭିଜନ ଦେଖନ୍ତି। ଏଥିରେ ପ୍ରସାରିତ କାର୍ଯ୍ୟକ୍ରମ ସମାଜ ଉପରେ ଗଭୀର ପ୍ରଭାବ ପକାଏ। ଅଭିଭାବକ ଓ ଛାତ୍ରଛାତ୍ରୀ ସମସ୍ତଙ୍କ ଉପରେ ଏହାର ପ୍ରଭାବ ଦେଖାଯାଏ। କିନ୍ତୁ ବର୍ତ୍ତମାନ ସମୟରେ ଅନେକ ଚ୍ୟାନେଲରେ ଅଶ୍ଳୀଳ ଦୃଶ୍ୟ ଓ ଭାଷା ପ୍ରସାରିତ ହେଉଛି ଯାହା ଦର୍ଶକ ମନରେ ଖରାପ ପ୍ରଭାବ ପକାଉଛି। ବିଜ୍ଞାପନରେ ମଧ୍ୟ ମହିଳାଙ୍କୁ ଅଶୋଭନୀୟ ଭାବେ ପ୍ରଦର୍ଶିତ କରାଯାଉଛି। ଏହା ଭାରତୀୟ ସଂସ୍କୃତି ଓ ପରମ୍ପରା ବିରୋଧୀ। ସରକାର ଏ ଦିଗରେ କଡ଼ା ଆଇନ ପ୍ରଣୟନ କରିବା ଆବଶ୍ୟକ। ସମ୍ପ୍ରଚାର ମନ୍ତ୍ରଣାଳୟ ଏହି କାର୍ଯ୍ୟକ୍ରମଗୁଡ଼ିକ ଉପରେ ନଜର ରଖିବା ଉଚିତ। ସେନ୍‌ସର ବୋର୍ଡକୁ ମଧ୍ୟ ଅଧିକ କ୍ଷମତା ଦିଆଯିବା ଦରକାର। ଅଶ୍ଳୀଳତା ପ୍ରସାରଣ ରୋକିବା ପାଇଁ ସ୍ୱୟଂ ନିୟନ୍ତ୍ରଣ ବ୍ୟବସ୍ଥା ଯଥେଷ୍ଟ ନୁହେଁ। ଚ୍ୟାନେଲଗୁଡ଼ିକ ବାଣିଜ୍ୟିକ ସ୍ୱାର୍ଥ ପାଇଁ ସାମାଜିକ ଦାୟିତ୍ୱକୁ ଉପେକ୍ଷା କରୁଛନ୍ତି। ପିଲାମାନେ ଏଥିରୁ ଭୁଲ ଶିକ୍ଷା ପାଉଛନ୍ତି।: [344, 214, 734, 457]
dharitri-logo-text: ଧରିତ୍ରୀ: [1089, 35, 1139, 54]
sudoku-mini-cell: 2: [1380, 2307, 1396, 2323]
jilla-diary-author: –ଅନିଲ ପ୍ରଧାନ: [242, 1697, 324, 1712]
sudoku-mini-cell: 8: [1380, 2259, 1396, 2275]
